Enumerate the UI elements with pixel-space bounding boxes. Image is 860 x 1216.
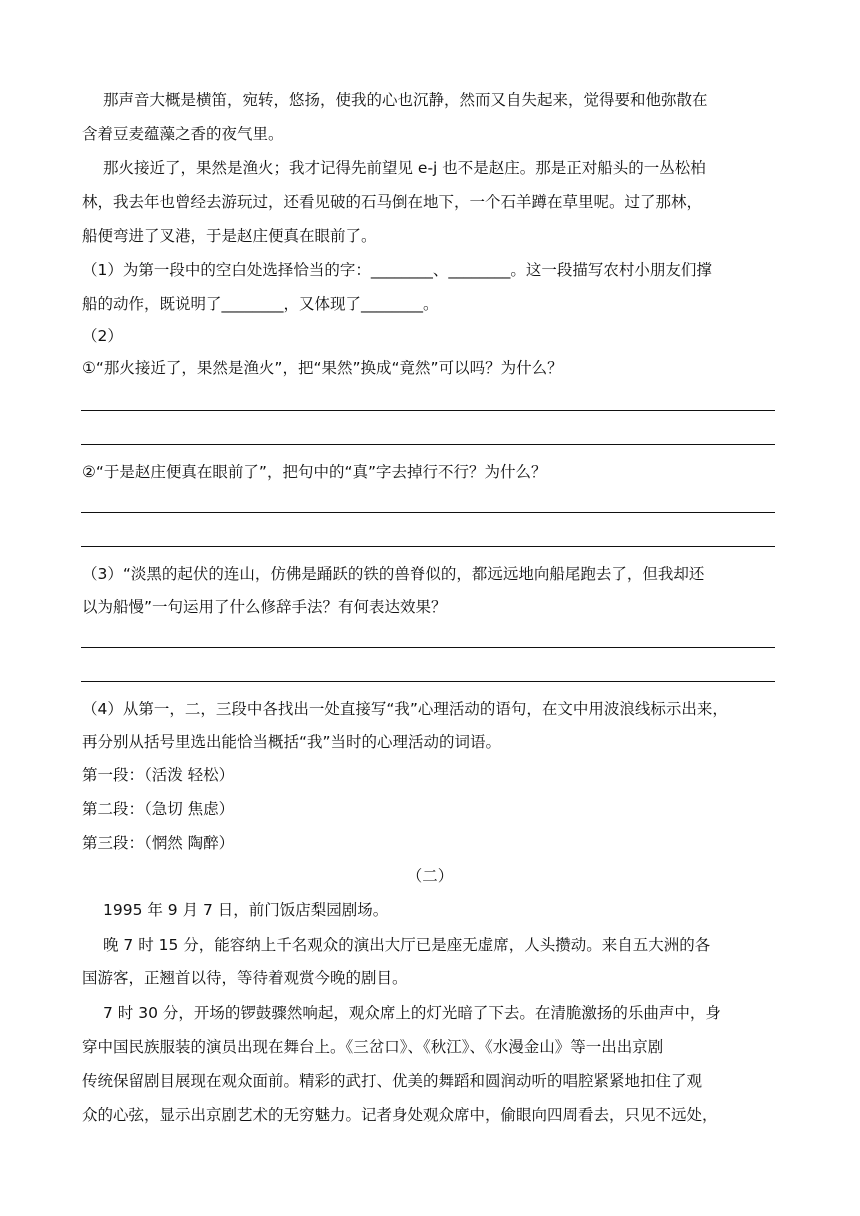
passage2-line: 7 时 30 分，开场的锣鼓骤然响起，观众席上的灯光暗了下去。在清脆激扬的乐曲声中，身 [103,1004,721,1022]
passage2-line: 国游客，正翘首以待，等待着观赏今晚的剧目。 [82,969,408,987]
question-2b: ②“于是赵庄便真在眼前了”，把句中的“真”字去掉行不行？为什么？ [82,463,547,481]
question-2-label: （2） [82,327,123,345]
answer-line[interactable] [81,410,775,411]
question-1-line: 船的动作，既说明了________，又体现了________。 [82,295,439,313]
passage1-line: 含着豆麦蕴藻之香的夜气里。 [82,125,284,143]
question-2a: ①“那火接近了，果然是渔火”，把“果然”换成“竟然”可以吗？为什么？ [82,359,563,377]
question-3-line: （3）“淡黑的起伏的连山，仿佛是踊跃的铁的兽脊似的，都远远地向船尾跑去了，但我却还 [82,565,705,583]
option-paragraph-2: 第二段：（急切 焦虑） [82,800,235,818]
passage1-line: 船便弯进了叉港，于是赵庄便真在眼前了。 [82,227,377,245]
passage2-line: 1995 年 9 月 7 日，前门饭店梨园剧场。 [103,901,389,919]
answer-line[interactable] [81,681,775,682]
question-4-line: （4）从第一，二，三段中各找出一处直接写“我”心理活动的语句，在文中用波浪线标示出来， [82,700,728,718]
question-1-line: （1）为第一段中的空白处选择恰当的字：________、________。这一段描写农村小朋友们撑 [82,261,712,279]
passage2-line: 穿中国民族服装的演员出现在舞台上。《三岔口》、《秋江》、《水漫金山》等一出出京剧 [82,1038,664,1056]
section-2-title: （二） [406,867,454,885]
answer-line[interactable] [81,512,775,513]
passage1-line: 林，我去年也曾经去游玩过，还看见破的石马倒在地下，一个石羊蹲在草里呢。过了那林， [82,193,703,211]
question-3-line: 以为船慢”一句运用了什么修辞手法？有何表达效果？ [82,598,447,616]
option-paragraph-3: 第三段：（惘然 陶醉） [82,834,235,852]
passage2-line: 众的心弦，显示出京剧艺术的无穷魅力。记者身处观众席中，偷眼向四周看去，只见不远处， [82,1106,718,1124]
passage1-line: 那声音大概是横笛，宛转，悠扬，使我的心也沉静，然而又自失起来，觉得要和他弥散在 [103,91,708,109]
answer-line[interactable] [81,444,775,445]
passage2-line: 晚 7 时 15 分，能容纳上千名观众的演出大厅已是座无虚席，人头攒动。来自五大洲的各 [103,936,711,954]
passage2-line: 传统保留剧目展现在观众面前。精彩的武打、优美的舞蹈和圆润动听的唱腔紧紧地扣住了观 [82,1072,703,1090]
answer-line[interactable] [81,647,775,648]
question-4-line: 再分别从括号里选出能恰当概括“我”当时的心理活动的词语。 [82,733,502,751]
passage1-line: 那火接近了，果然是渔火；我才记得先前望见 e-j 也不是赵庄。那是正对船头的一丛松柏 [103,159,706,177]
option-paragraph-1: 第一段：（活泼 轻松） [82,766,235,784]
answer-line[interactable] [81,546,775,547]
